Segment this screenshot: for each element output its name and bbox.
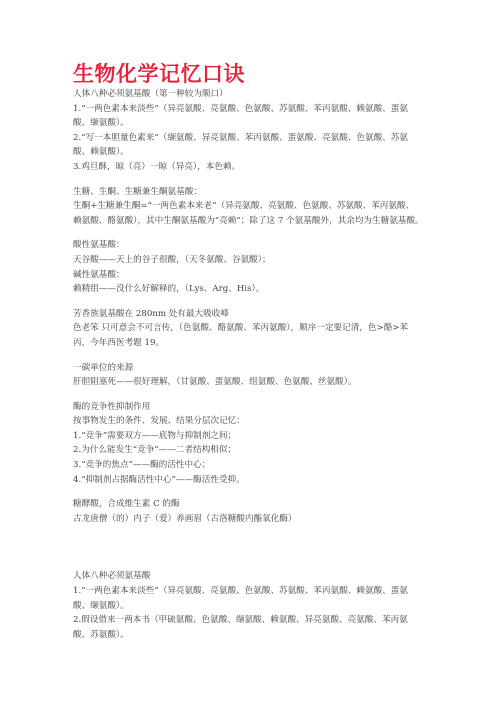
text-line: 丙，今年西医考题 19。 xyxy=(73,337,165,348)
paragraph-gap xyxy=(73,228,433,238)
text-line: 酶的竞争性抑制作用 xyxy=(73,401,151,412)
text-line: 1.“一两色素本来淡些”（异亮氨酸、亮氨酸、色氨酸、苏氨酸、苯丙氨酸、赖氨酸、蛋氨 xyxy=(73,103,408,114)
text-line: 1.“竞争”需要双方——底物与抑制剂之间； xyxy=(73,430,237,441)
text-line: 赖精组——没什么好解释的，（Lys、Arg、His）。 xyxy=(73,284,265,295)
paragraph-gap xyxy=(73,297,433,307)
page-title: 生物化学记忆口诀 xyxy=(73,62,245,86)
text-line: 酸、赖氨酸）。 xyxy=(73,147,129,158)
paragraph-gap xyxy=(73,526,433,569)
paragraph-block xyxy=(73,185,433,229)
text-line: 天谷酸——天上的谷子很酸，（天冬氨酸、谷氨酸）； xyxy=(73,254,271,265)
text-line: 酸、苏氨酸）。 xyxy=(73,629,129,640)
text-line: 色老笨 只可意会不可言传，（色氨酸、酪氨酸、苯丙氨酸），顺序一定要记清，色>酪>苯 xyxy=(73,323,409,334)
text-line: 酸性氨基酸： xyxy=(73,240,125,251)
paragraph-gap xyxy=(73,390,433,400)
text-line: 3.“竞争的焦点”——酶的活性中心； xyxy=(73,460,211,471)
text-line: 人体八种必须氨基酸（第一种较为顺口） xyxy=(73,89,228,99)
paragraph-gap xyxy=(73,175,433,185)
paragraph-gap xyxy=(73,487,433,497)
paragraph-block xyxy=(73,497,433,526)
text-line: 生糖、生酮、生糖兼生酮氨基酸： xyxy=(73,186,202,197)
text-line: 一碳单位的来源 xyxy=(73,362,134,373)
paragraph-block xyxy=(73,238,433,296)
paragraph-block xyxy=(73,569,433,642)
paragraph-gap xyxy=(73,351,433,361)
text-line: 酸、缬氨酸）。 xyxy=(73,118,129,129)
text-line: 2.假设借来一两本书（甲硫氨酸、色氨酸、缬氨酸、赖氨酸、异亮氨酸、亮氨酸、苯丙氨 xyxy=(73,615,408,626)
paragraph-block xyxy=(73,307,433,351)
text-line: 芳香族氨基酸在 280nm 处有最大吸收峰 xyxy=(73,308,229,319)
text-line: 2.“写一本胆量色素来”（缬氨酸、异亮氨酸、苯丙氨酸、蛋氨酸、亮氨酸、色氨酸、苏氨 xyxy=(73,132,408,143)
text-line: 人体八种必须氨基酸 xyxy=(73,571,151,582)
text-line: 酸、缬氨酸）。 xyxy=(73,600,129,611)
text-line: 3.鸡旦酥，晾（亮）一晾（异亮），本色赖。 xyxy=(73,161,241,172)
text-line: 肝胆阻塞死——很好理解，（甘氨酸、蛋氨酸、组氨酸、色氨酸、丝氨酸）。 xyxy=(73,377,357,388)
text-line: 2.为什么能发生“竞争”——二者结构相似； xyxy=(73,445,237,456)
paragraph-block xyxy=(73,361,433,390)
text-line: 古龙唐僧（的）内子（爱）养画眉（古洛糖酸内酯氧化酶） xyxy=(73,513,297,524)
text-line: 赖氨酸、酪氨酸），其中生酮氨基酸为“亮赖”；除了这 7 个氨基酸外，其余均为生糖氨基酸。 xyxy=(73,215,424,226)
paragraph-block xyxy=(73,400,433,488)
paragraph-block xyxy=(73,87,433,175)
text-line: 按事物发生的条件、发展、结果分层次记忆： xyxy=(73,416,245,427)
document-body xyxy=(73,87,433,642)
text-line: 生酮+生糖兼生酮=“一两色素本来老”（异亮氨酸、亮氨酸、色氨酸、苏氨酸、苯丙氨酸、 xyxy=(73,201,415,212)
text-line: 4.“抑制剂占据酶活性中心”——酶活性受抑。 xyxy=(73,474,245,485)
text-line: 碱性氨基酸： xyxy=(73,269,125,280)
text-line: 1.“一两色素本来淡些”（异亮氨酸、亮氨酸、色氨酸、苏氨酸、苯丙氨酸、赖氨酸、蛋氨 xyxy=(73,586,408,597)
text-line: 糖酵酸，合成维生素 C 的酶 xyxy=(73,499,180,510)
